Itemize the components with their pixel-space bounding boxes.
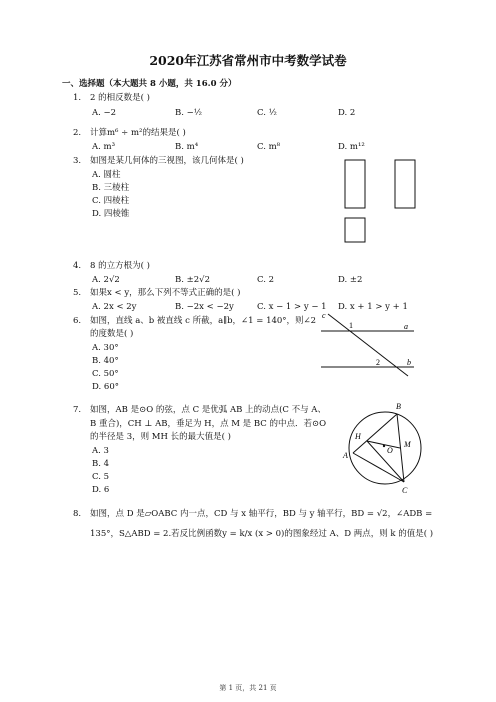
q1-number: 1. [73, 93, 82, 103]
q1-stem: 2 的相反数是( ) [90, 93, 150, 103]
side-view [395, 160, 415, 208]
q6-stem-line1: 如图，直线 a、b 被直线 c 所截，a∥b，∠1 = 140°，则∠2 [90, 316, 317, 326]
q1-option-a: A. −2 [92, 108, 117, 118]
q7-option-b: B. 4 [92, 459, 110, 469]
label-b: b [407, 358, 411, 367]
circle-figure [340, 398, 428, 498]
label-a: a [404, 322, 408, 331]
q4-option-d: D. ±2 [338, 275, 363, 285]
q8-number: 8. [73, 509, 82, 519]
label-angle2: 2 [376, 358, 380, 367]
q1-option-b: B. −½ [175, 108, 203, 118]
q5-stem: 如果x < y，那么下列不等式正确的是( ) [90, 288, 241, 298]
segment-ch [367, 441, 404, 482]
q3-option-d: D. 四棱锥 [92, 209, 130, 219]
q5-option-c: C. x − 1 > y − 1 [257, 302, 327, 312]
q6-option-c: C. 50° [92, 369, 119, 379]
q7-option-c: C. 5 [92, 472, 110, 482]
q8-line2: 135°，S△ABD = 2.若反比例函数y = k/x (x > 0)的图象经过 A、D 两点，则 k 的值是( ) [90, 529, 434, 539]
q3-option-a: A. 圆柱 [92, 170, 121, 180]
q4-option-b: B. ±2√2 [175, 275, 211, 285]
q6-option-b: B. 40° [92, 356, 119, 366]
q6-option-a: A. 30° [92, 343, 119, 353]
q4-option-a: A. 2√2 [92, 275, 120, 285]
q5-option-b: B. −2x < −2y [175, 302, 234, 312]
q7-stem-line3: 的半径是 3，则 MH 长的最大值是( ) [90, 432, 231, 442]
q2-stem: 计算m⁶ ÷ m²的结果是( ) [90, 128, 186, 138]
front-view [345, 160, 365, 208]
q1-option-c: C. ½ [257, 108, 277, 118]
segment-ac [353, 453, 404, 482]
q3-option-b: B. 三棱柱 [92, 183, 130, 193]
parallel-lines-figure [318, 310, 418, 380]
q7-number: 7. [73, 405, 82, 415]
page-title: 2020年江苏省常州市中考数学试卷 [149, 53, 347, 68]
label-m: M [404, 440, 411, 449]
q2-option-c: C. m⁸ [257, 142, 281, 152]
top-view [345, 218, 365, 242]
q1-option-d: D. 2 [338, 108, 356, 118]
q4-option-c: C. 2 [257, 275, 275, 285]
q8-line1: 如图，点 D 是▱OABC 内一点，CD 与 x 轴平行，BD 与 y 轴平行，BD = √2，∠ADB = [90, 509, 433, 519]
q3-option-c: C. 四棱柱 [92, 196, 130, 206]
section-heading: 一、选择题（本大题共 8 小题，共 16.0 分） [62, 79, 237, 89]
q7-option-a: A. 3 [92, 446, 109, 456]
q7-option-d: D. 6 [92, 485, 110, 495]
q2-option-b: B. m⁴ [175, 142, 199, 152]
q4-number: 4. [73, 261, 82, 271]
q2-number: 2. [73, 128, 82, 138]
center-point-o [383, 445, 385, 447]
q7-stem-line1: 如图，AB 是⊙O 的弦，点 C 是优弧 AB 上的动点(C 不与 A、 [90, 405, 326, 415]
q3-number: 3. [73, 156, 82, 166]
q5-option-d: D. x + 1 > y + 1 [338, 302, 408, 312]
label-c: C [402, 486, 408, 495]
label-angle1: 1 [349, 321, 353, 330]
q5-number: 5. [73, 288, 82, 298]
label-h: H [355, 432, 361, 441]
label-o: O [387, 446, 393, 455]
q6-stem-line2: 的度数是( ) [90, 329, 134, 339]
q7-stem-line2: B 重合)，CH ⊥ AB，垂足为 H，点 M 是 BC 的中点．若⊙O [90, 419, 327, 429]
label-a: A [343, 451, 348, 460]
q5-option-a: A. 2x < 2y [92, 302, 137, 312]
three-view-figure [340, 158, 420, 248]
q3-stem: 如图是某几何体的三视图，该几何体是( ) [90, 156, 244, 166]
page-footer: 第 1 页，共 21 页 [219, 684, 277, 692]
q2-option-d: D. m¹² [338, 142, 365, 152]
q6-number: 6. [73, 316, 82, 326]
q6-option-d: D. 60° [92, 382, 119, 392]
q2-option-a: A. m³ [92, 142, 116, 152]
label-b: B [396, 402, 401, 411]
q4-stem: 8 的立方根为( ) [90, 261, 150, 271]
label-c: c [322, 311, 326, 320]
